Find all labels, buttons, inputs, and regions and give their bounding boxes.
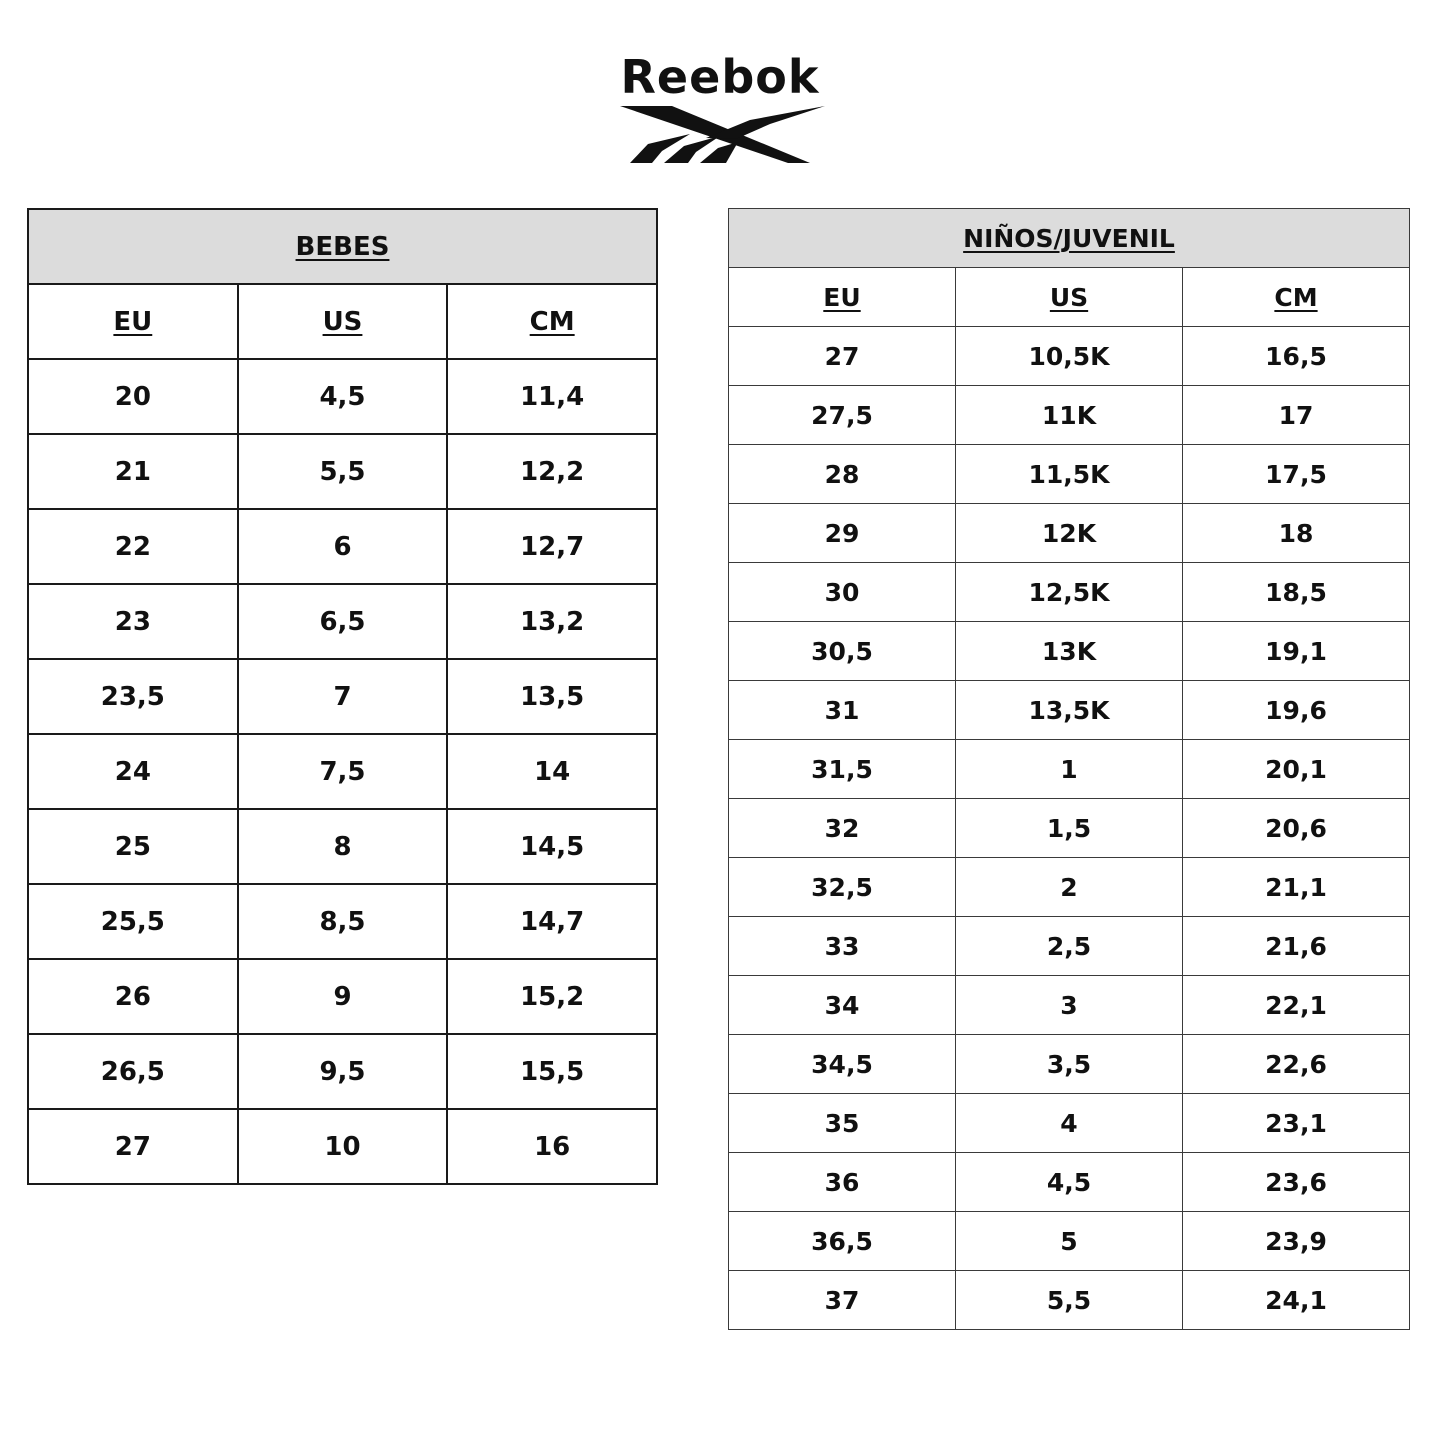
ninos-cell-cm: 17 bbox=[1183, 386, 1410, 445]
table-row bbox=[28, 809, 657, 884]
bebes-title: BEBES bbox=[295, 231, 390, 262]
ninos-cell-cm: 21,6 bbox=[1183, 917, 1410, 976]
ninos-header-row bbox=[729, 268, 1410, 327]
table-row bbox=[729, 917, 1410, 976]
bebes-cell-eu: 24 bbox=[28, 734, 238, 809]
bebes-cell-cm: 13,5 bbox=[447, 659, 657, 734]
table-row bbox=[28, 509, 657, 584]
bebes-cell-eu: 20 bbox=[28, 359, 238, 434]
bebes-header-eu: EU bbox=[28, 284, 238, 359]
ninos-cell-us: 12K bbox=[956, 504, 1183, 563]
bebes-cell-cm: 12,2 bbox=[447, 434, 657, 509]
ninos-cell-cm: 18,5 bbox=[1183, 563, 1410, 622]
ninos-title: NIÑOS/JUVENIL bbox=[963, 223, 1175, 253]
ninos-cell-cm: 23,6 bbox=[1183, 1153, 1410, 1212]
bebes-cell-eu: 22 bbox=[28, 509, 238, 584]
bebes-cell-us: 8,5 bbox=[238, 884, 448, 959]
ninos-cell-us: 2 bbox=[956, 858, 1183, 917]
ninos-cell-eu: 27 bbox=[729, 327, 956, 386]
bebes-cell-us: 8 bbox=[238, 809, 448, 884]
ninos-cell-eu: 27,5 bbox=[729, 386, 956, 445]
table-row bbox=[729, 740, 1410, 799]
table-row bbox=[729, 976, 1410, 1035]
ninos-cell-cm: 22,6 bbox=[1183, 1035, 1410, 1094]
bebes-title-cell bbox=[28, 209, 657, 284]
ninos-cell-cm: 20,6 bbox=[1183, 799, 1410, 858]
table-row bbox=[28, 734, 657, 809]
bebes-cell-cm: 15,2 bbox=[447, 959, 657, 1034]
bebes-cell-cm: 13,2 bbox=[447, 584, 657, 659]
bebes-cell-us: 6 bbox=[238, 509, 448, 584]
ninos-cell-eu: 36 bbox=[729, 1153, 956, 1212]
ninos-cell-us: 3 bbox=[956, 976, 1183, 1035]
table-row bbox=[729, 386, 1410, 445]
ninos-cell-us: 5 bbox=[956, 1212, 1183, 1271]
bebes-cell-us: 9,5 bbox=[238, 1034, 448, 1109]
ninos-cell-eu: 31,5 bbox=[729, 740, 956, 799]
bebes-cell-cm: 16 bbox=[447, 1109, 657, 1184]
ninos-cell-cm: 19,1 bbox=[1183, 622, 1410, 681]
bebes-cell-eu: 25,5 bbox=[28, 884, 238, 959]
ninos-cell-us: 13K bbox=[956, 622, 1183, 681]
bebes-cell-cm: 14 bbox=[447, 734, 657, 809]
bebes-cell-cm: 15,5 bbox=[447, 1034, 657, 1109]
table-row bbox=[729, 622, 1410, 681]
ninos-cell-cm: 23,1 bbox=[1183, 1094, 1410, 1153]
ninos-cell-eu: 29 bbox=[729, 504, 956, 563]
ninos-header-eu: EU bbox=[729, 268, 956, 327]
ninos-cell-cm: 23,9 bbox=[1183, 1212, 1410, 1271]
bebes-cell-us: 10 bbox=[238, 1109, 448, 1184]
reebok-vector-icon bbox=[620, 106, 825, 164]
ninos-cell-us: 4,5 bbox=[956, 1153, 1183, 1212]
table-row bbox=[729, 1035, 1410, 1094]
bebes-header-row bbox=[28, 284, 657, 359]
bebes-cell-eu: 21 bbox=[28, 434, 238, 509]
table-row bbox=[28, 584, 657, 659]
ninos-cell-us: 10,5K bbox=[956, 327, 1183, 386]
ninos-cell-us: 1,5 bbox=[956, 799, 1183, 858]
ninos-cell-eu: 32 bbox=[729, 799, 956, 858]
table-row bbox=[729, 504, 1410, 563]
ninos-cell-eu: 31 bbox=[729, 681, 956, 740]
ninos-header-cm: CM bbox=[1183, 268, 1410, 327]
ninos-cell-us: 1 bbox=[956, 740, 1183, 799]
ninos-cell-us: 11,5K bbox=[956, 445, 1183, 504]
bebes-cell-eu: 23 bbox=[28, 584, 238, 659]
table-row bbox=[729, 681, 1410, 740]
table-row bbox=[729, 1212, 1410, 1271]
bebes-cell-eu: 27 bbox=[28, 1109, 238, 1184]
bebes-cell-us: 9 bbox=[238, 959, 448, 1034]
brand-logo bbox=[605, 50, 835, 170]
bebes-size-table bbox=[27, 208, 658, 1185]
table-row bbox=[28, 884, 657, 959]
bebes-cell-cm: 14,7 bbox=[447, 884, 657, 959]
ninos-cell-cm: 19,6 bbox=[1183, 681, 1410, 740]
table-row bbox=[729, 799, 1410, 858]
ninos-cell-cm: 17,5 bbox=[1183, 445, 1410, 504]
ninos-cell-eu: 34,5 bbox=[729, 1035, 956, 1094]
bebes-cell-us: 5,5 bbox=[238, 434, 448, 509]
table-row bbox=[729, 445, 1410, 504]
ninos-size-table bbox=[728, 208, 1410, 1330]
bebes-cell-us: 4,5 bbox=[238, 359, 448, 434]
ninos-title-cell bbox=[729, 209, 1410, 268]
bebes-cell-us: 6,5 bbox=[238, 584, 448, 659]
ninos-cell-us: 2,5 bbox=[956, 917, 1183, 976]
ninos-cell-eu: 32,5 bbox=[729, 858, 956, 917]
brand-wordmark: Reebok bbox=[620, 50, 820, 104]
bebes-cell-us: 7 bbox=[238, 659, 448, 734]
ninos-cell-cm: 16,5 bbox=[1183, 327, 1410, 386]
bebes-header-us: US bbox=[238, 284, 448, 359]
table-row bbox=[28, 1109, 657, 1184]
bebes-cell-us: 7,5 bbox=[238, 734, 448, 809]
table-row bbox=[729, 327, 1410, 386]
ninos-cell-us: 12,5K bbox=[956, 563, 1183, 622]
ninos-cell-eu: 33 bbox=[729, 917, 956, 976]
ninos-cell-cm: 18 bbox=[1183, 504, 1410, 563]
ninos-cell-cm: 20,1 bbox=[1183, 740, 1410, 799]
ninos-header-us: US bbox=[956, 268, 1183, 327]
bebes-cell-eu: 25 bbox=[28, 809, 238, 884]
bebes-cell-cm: 14,5 bbox=[447, 809, 657, 884]
ninos-cell-eu: 28 bbox=[729, 445, 956, 504]
ninos-cell-cm: 22,1 bbox=[1183, 976, 1410, 1035]
bebes-cell-eu: 23,5 bbox=[28, 659, 238, 734]
bebes-cell-eu: 26,5 bbox=[28, 1034, 238, 1109]
bebes-cell-cm: 11,4 bbox=[447, 359, 657, 434]
bebes-cell-eu: 26 bbox=[28, 959, 238, 1034]
ninos-cell-us: 3,5 bbox=[956, 1035, 1183, 1094]
table-row bbox=[28, 1034, 657, 1109]
table-row bbox=[28, 359, 657, 434]
ninos-cell-eu: 37 bbox=[729, 1271, 956, 1330]
ninos-cell-eu: 30 bbox=[729, 563, 956, 622]
table-row bbox=[729, 563, 1410, 622]
bebes-header-cm: CM bbox=[447, 284, 657, 359]
ninos-cell-eu: 35 bbox=[729, 1094, 956, 1153]
table-row bbox=[28, 434, 657, 509]
ninos-cell-eu: 34 bbox=[729, 976, 956, 1035]
table-row bbox=[729, 858, 1410, 917]
table-row bbox=[729, 1153, 1410, 1212]
table-row bbox=[729, 1271, 1410, 1330]
ninos-cell-us: 5,5 bbox=[956, 1271, 1183, 1330]
table-row bbox=[729, 1094, 1410, 1153]
ninos-cell-cm: 24,1 bbox=[1183, 1271, 1410, 1330]
bebes-cell-cm: 12,7 bbox=[447, 509, 657, 584]
ninos-cell-eu: 36,5 bbox=[729, 1212, 956, 1271]
ninos-cell-us: 13,5K bbox=[956, 681, 1183, 740]
ninos-cell-us: 11K bbox=[956, 386, 1183, 445]
ninos-cell-eu: 30,5 bbox=[729, 622, 956, 681]
table-row bbox=[28, 659, 657, 734]
ninos-cell-us: 4 bbox=[956, 1094, 1183, 1153]
table-row bbox=[28, 959, 657, 1034]
ninos-cell-cm: 21,1 bbox=[1183, 858, 1410, 917]
